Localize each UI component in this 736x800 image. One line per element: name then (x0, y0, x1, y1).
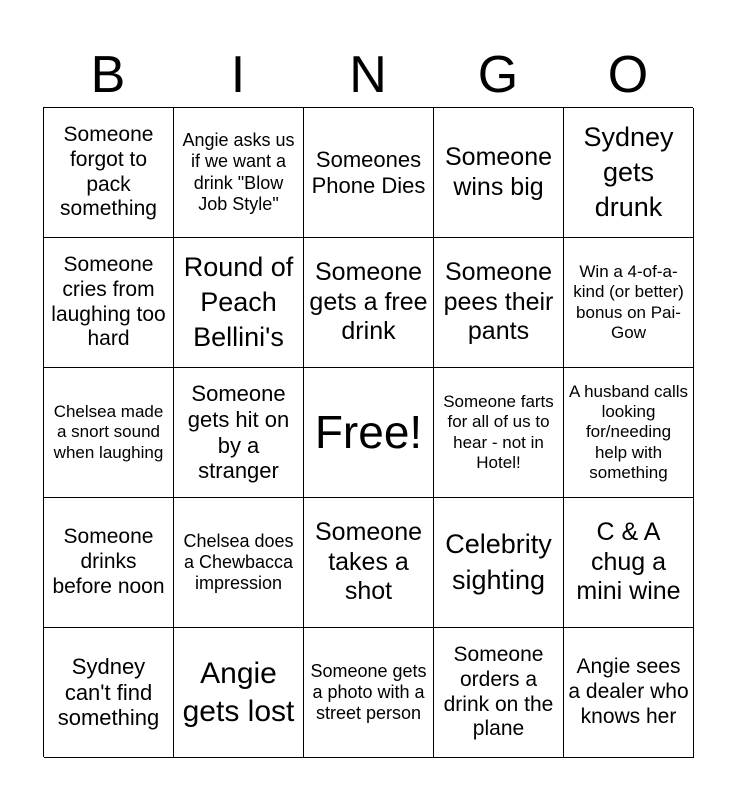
bingo-cell-r1-c4[interactable]: Win a 4-of-a-kind (or better) bonus on Pai-Gow (564, 238, 694, 368)
header-letter-g: G (477, 46, 519, 104)
bingo-cell-r0-c3[interactable]: Someone wins big (434, 108, 564, 238)
bingo-cell-r3-c3[interactable]: Celebrity sighting (434, 498, 564, 628)
bingo-cell-r4-c4[interactable]: Angie sees a dealer who knows her (564, 628, 694, 758)
bingo-grid (43, 107, 693, 757)
bingo-cell-r1-c3[interactable]: Someone pees their pants (434, 238, 564, 368)
bingo-cell-r3-c2[interactable]: Someone takes a shot (304, 498, 434, 628)
bingo-cell-r3-c4[interactable]: C & A chug a mini wine (564, 498, 694, 628)
free-space-cell[interactable]: Free! (304, 368, 434, 498)
header-letter-b: B (90, 46, 126, 104)
bingo-cell-r1-c2[interactable]: Someone gets a free drink (304, 238, 434, 368)
bingo-cell-r3-c1[interactable]: Chelsea does a Chewbacca impression (174, 498, 304, 628)
bingo-cell-r3-c0[interactable]: Someone drinks before noon (44, 498, 174, 628)
bingo-cell-r4-c1[interactable]: Angie gets lost (174, 628, 304, 758)
bingo-cell-r4-c2[interactable]: Someone gets a photo with a street person (304, 628, 434, 758)
bingo-cell-r0-c1[interactable]: Angie asks us if we want a drink "Blow Job Style" (174, 108, 304, 238)
header-letter-i: I (230, 46, 246, 104)
bingo-cell-r1-c1[interactable]: Round of Peach Bellini's (174, 238, 304, 368)
header-letter-n: N (349, 46, 387, 104)
bingo-cell-r0-c2[interactable]: Someones Phone Dies (304, 108, 434, 238)
bingo-cell-r0-c4[interactable]: Sydney gets drunk (564, 108, 694, 238)
bingo-cell-r1-c0[interactable]: Someone cries from laughing too hard (44, 238, 174, 368)
bingo-cell-r0-c0[interactable]: Someone forgot to pack something (44, 108, 174, 238)
bingo-cell-r4-c0[interactable]: Sydney can't find something (44, 628, 174, 758)
header-letter-o: O (607, 46, 649, 104)
bingo-cell-r2-c0[interactable]: Chelsea made a snort sound when laughing (44, 368, 174, 498)
bingo-cell-r2-c1[interactable]: Someone gets hit on by a stranger (174, 368, 304, 498)
bingo-cell-r2-c3[interactable]: Someone farts for all of us to hear - not in Hotel! (434, 368, 564, 498)
bingo-cell-r2-c4[interactable]: A husband calls looking for/needing help with something (564, 368, 694, 498)
bingo-cell-r4-c3[interactable]: Someone orders a drink on the plane (434, 628, 564, 758)
bingo-header (43, 44, 693, 106)
